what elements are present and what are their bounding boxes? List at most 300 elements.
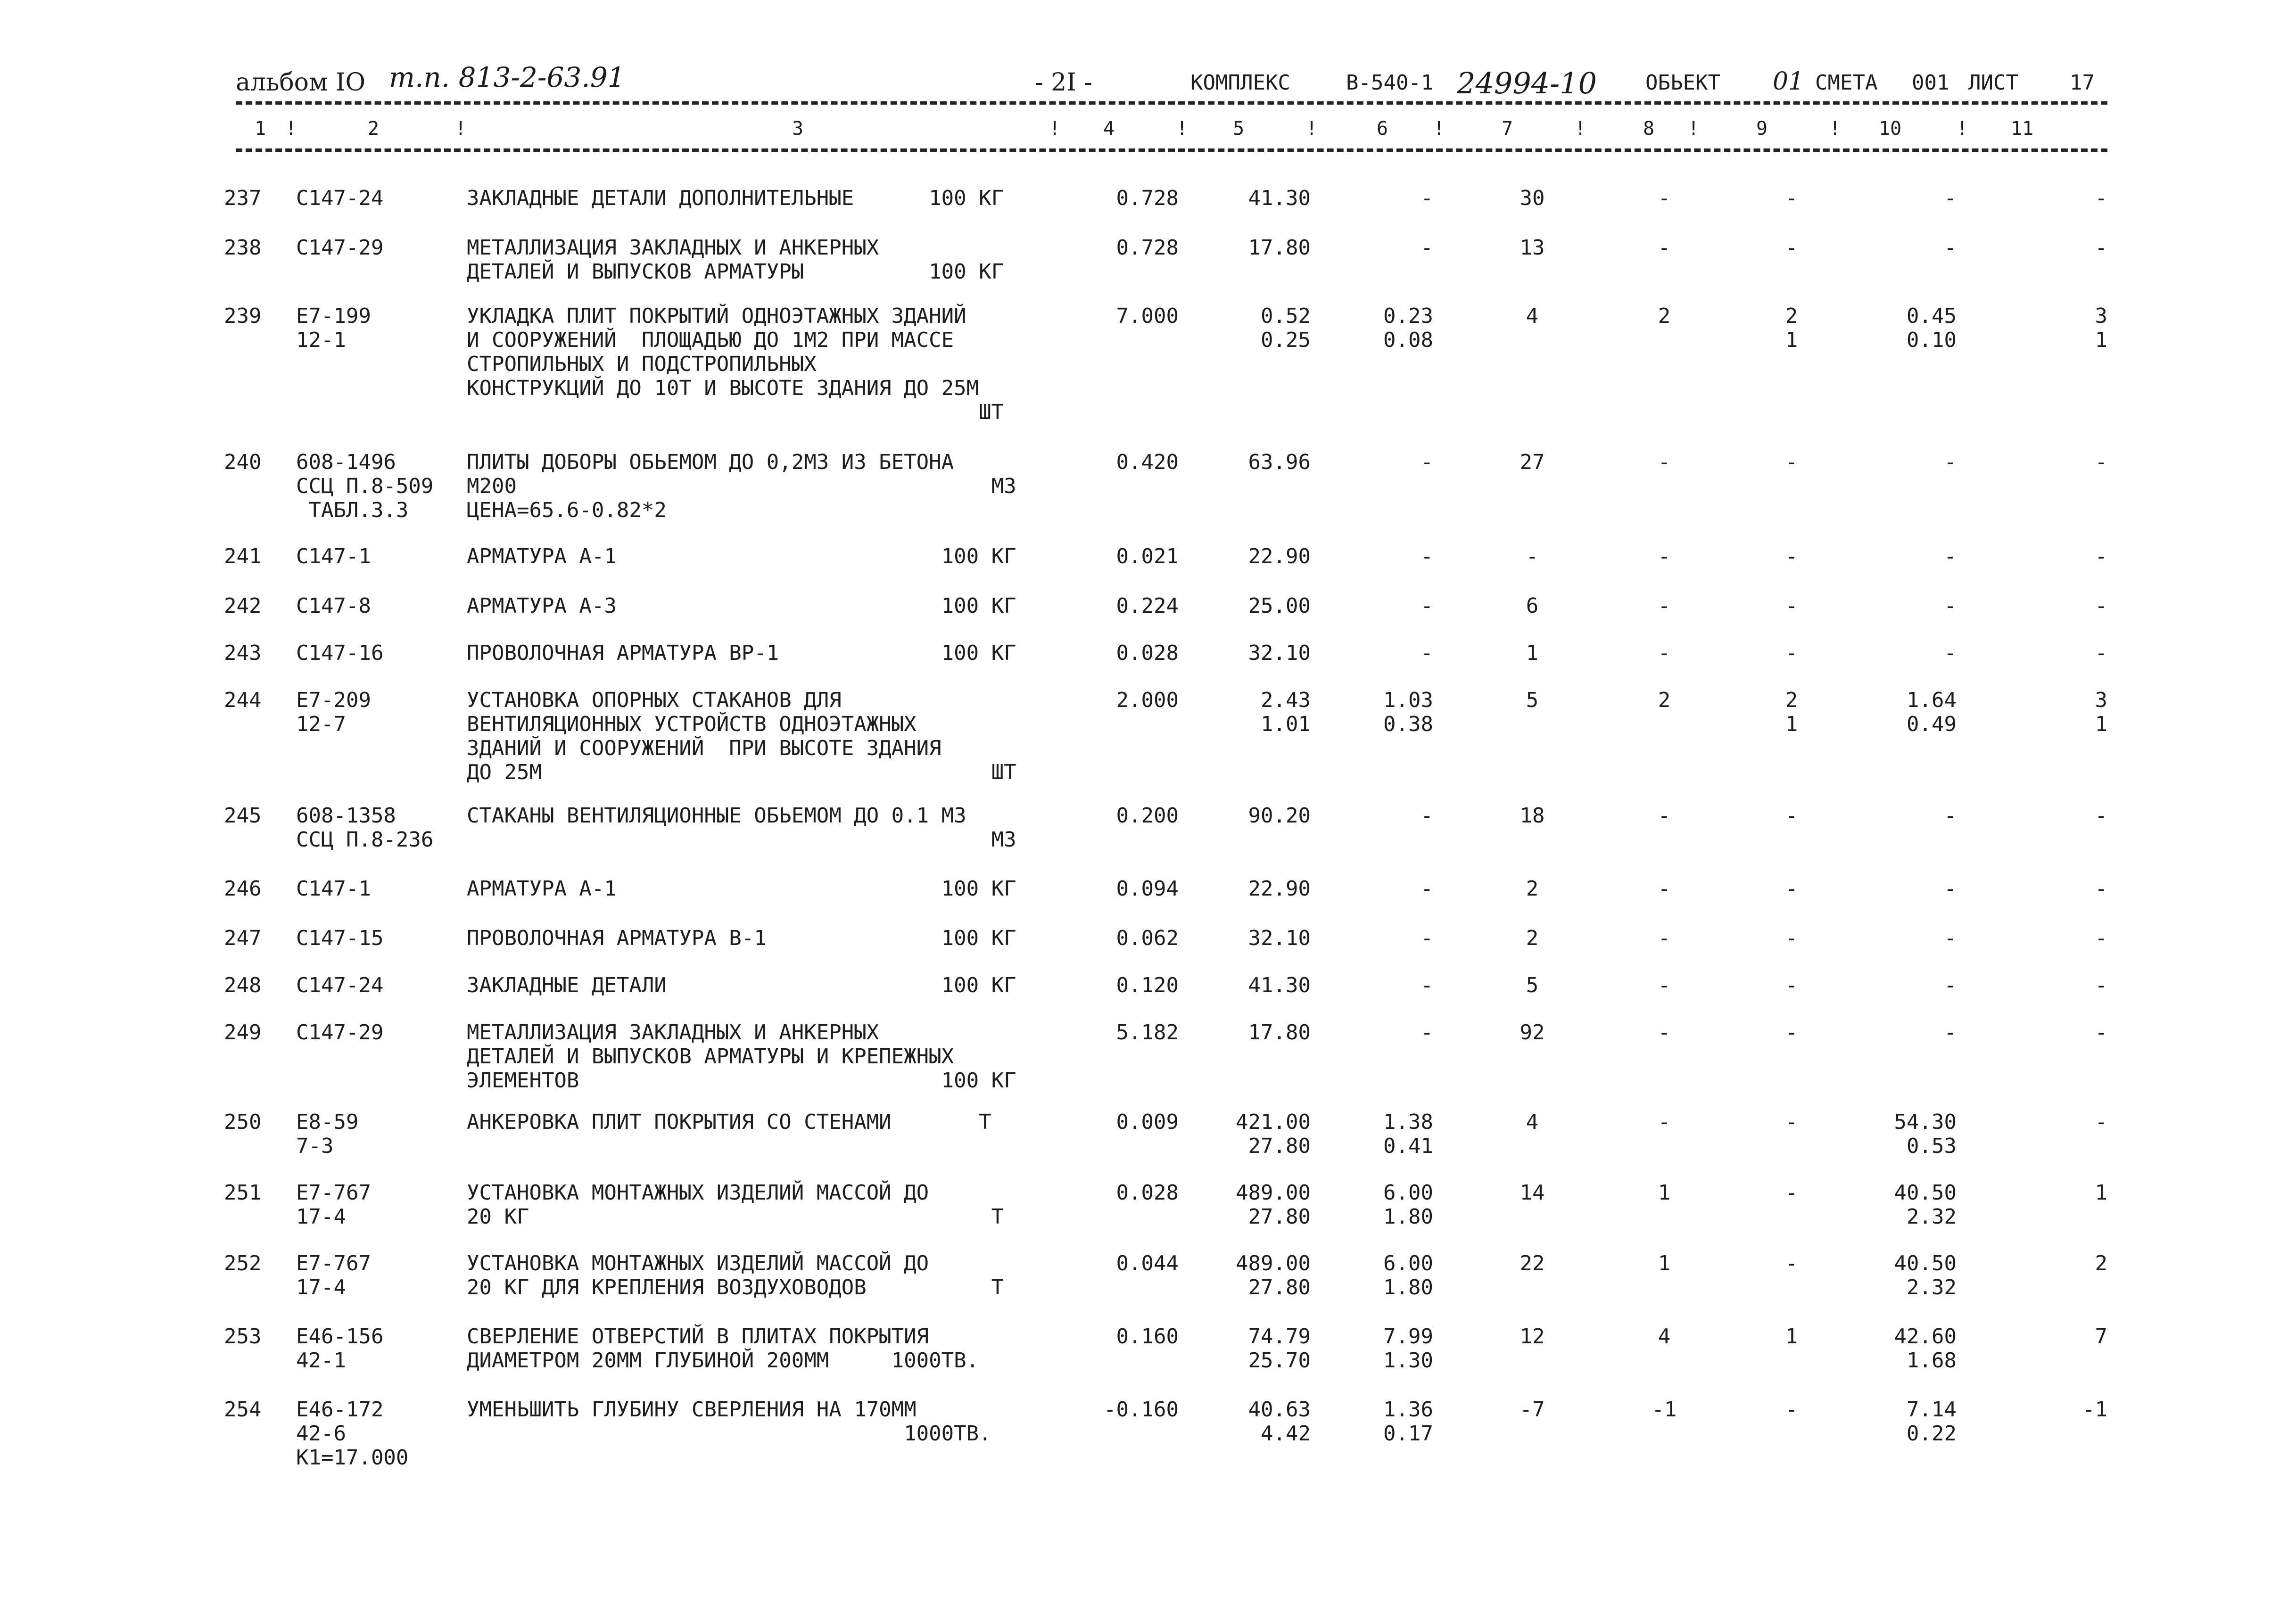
cell-line: - <box>1658 236 1671 260</box>
cell-code <box>296 544 371 568</box>
cell-line: АНКЕРОВКА ПЛИТ ПОКРЫТИЯ СО СТЕНАМИ Т <box>467 1110 991 1134</box>
cell-line: 0.028 <box>1116 641 1179 665</box>
cell-line: 242 <box>224 594 262 618</box>
cell-c11 <box>2056 304 2107 352</box>
cell-line: - <box>2095 926 2107 950</box>
cell-c6 <box>1334 1251 1433 1299</box>
cell-line: 0.009 <box>1116 1110 1179 1134</box>
cell-line: - <box>1785 1110 1798 1134</box>
page-number: - 2I - <box>1035 68 1092 97</box>
cell-line: МЕТАЛЛИЗАЦИЯ ЗАКЛАДНЫХ И АНКЕРНЫХ <box>467 236 879 260</box>
cell-line: - <box>1658 804 1671 828</box>
cell-line: 489.00 <box>1236 1181 1311 1205</box>
cell-line: - <box>1421 236 1433 260</box>
col-11: 11 <box>2011 118 2034 140</box>
cell-code <box>296 1110 358 1158</box>
cell-line: СВЕРЛЕНИЕ ОТВЕРСТИЙ В ПЛИТАХ ПОКРЫТИЯ <box>467 1324 929 1349</box>
cell-code <box>296 186 383 210</box>
cell-line: ВЕНТИЛЯЦИОННЫХ УСТРОЙСТВ ОДНОЭТАЖНЫХ <box>467 712 917 736</box>
cell-line: СТРОПИЛЬНЫХ И ПОДСТРОПИЛЬНЫХ <box>467 352 817 376</box>
cell-c7 <box>1490 804 1575 828</box>
cell-line: С147-16 <box>296 641 384 665</box>
cell-c11 <box>2056 1398 2107 1422</box>
cell-line: - <box>2095 450 2107 474</box>
smeta-number: 001 <box>1912 71 1949 95</box>
cell-c10 <box>1862 236 1957 260</box>
cell-line: 421.00 <box>1236 1110 1311 1134</box>
col-9: 9 <box>1756 118 1768 140</box>
cell-line: 13 <box>1520 236 1545 260</box>
smeta-label: СМЕТА <box>1815 71 1878 95</box>
cell-line: 1 <box>2095 328 2107 352</box>
cell-line: - <box>1526 544 1539 568</box>
cell-line: 22 <box>1520 1251 1545 1275</box>
cell-c10 <box>1862 926 1957 950</box>
cell-line: - <box>1944 594 1957 618</box>
cell-line: - <box>1658 186 1671 210</box>
cell-line: 74.79 <box>1248 1324 1311 1349</box>
cell-line: - <box>1785 926 1798 950</box>
cell-line: - <box>1944 450 1957 474</box>
cell-c8 <box>1636 1324 1693 1349</box>
cell-line: 7.99 <box>1383 1324 1433 1349</box>
cell-c9 <box>1763 544 1820 568</box>
list-label: ЛИСТ <box>1968 71 2018 95</box>
cell-desc <box>467 544 1051 568</box>
page-header <box>0 61 2296 106</box>
cell-line: ПЛИТЫ ДОБОРЫ ОБЬЕМОМ ДО 0,2М3 ИЗ БЕТОНА <box>467 450 954 474</box>
cell-line: 249 <box>224 1020 262 1044</box>
cell-line: - <box>1785 1181 1798 1205</box>
cell-num <box>224 1020 261 1044</box>
cell-c10 <box>1862 1020 1957 1044</box>
cell-c4 <box>1080 450 1179 474</box>
cell-line: 2 <box>2095 1251 2107 1275</box>
list-number: 17 <box>2070 71 2095 95</box>
cell-line: - <box>1658 1110 1671 1134</box>
cell-c9 <box>1763 926 1820 950</box>
cell-desc <box>467 926 1051 950</box>
cell-line: С147-29 <box>296 236 384 260</box>
cell-c9 <box>1763 1398 1820 1422</box>
col-sep: ! <box>1049 118 1061 140</box>
cell-line: 12 <box>1520 1324 1545 1349</box>
cell-line: АРМАТУРА А-3 100 КГ <box>467 594 1016 618</box>
cell-line: 17-4 <box>296 1275 346 1299</box>
cell-code <box>296 304 371 352</box>
cell-num <box>224 450 261 474</box>
complex-label: КОМПЛЕКС <box>1190 71 1290 95</box>
cell-c8 <box>1636 450 1693 474</box>
cell-line: 0.08 <box>1383 328 1433 352</box>
cell-line: 1.38 <box>1383 1110 1433 1134</box>
object-label: ОБЬЕКТ <box>1645 71 1720 95</box>
cell-line: 42-6 <box>296 1422 346 1446</box>
col-sep: ! <box>1176 118 1188 140</box>
cell-c4 <box>1080 1020 1179 1044</box>
cell-line: 1.36 <box>1383 1398 1433 1422</box>
cell-c9 <box>1763 688 1820 736</box>
cell-c8 <box>1636 544 1693 568</box>
cell-c9 <box>1763 236 1820 260</box>
cell-line: - <box>1944 926 1957 950</box>
cell-line: С147-8 <box>296 594 371 618</box>
cell-c4 <box>1080 1251 1179 1275</box>
cell-c6 <box>1334 1020 1433 1044</box>
cell-c9 <box>1763 804 1820 828</box>
cell-c11 <box>2056 1181 2107 1205</box>
cell-line: 2.32 <box>1907 1205 1957 1229</box>
cell-desc <box>467 641 1051 665</box>
cell-num <box>224 688 261 712</box>
cell-c4 <box>1080 877 1179 901</box>
cell-line: - <box>1421 973 1433 997</box>
cell-line: 0.49 <box>1907 712 1957 736</box>
cell-line: 1 <box>1526 641 1539 665</box>
cell-line: М200 М3 <box>467 474 1016 498</box>
cell-c5 <box>1202 544 1311 568</box>
cell-num <box>224 1398 261 1422</box>
cell-line: - <box>2095 641 2107 665</box>
cell-line: - <box>2095 1020 2107 1044</box>
cell-c8 <box>1636 688 1693 712</box>
cell-c4 <box>1080 804 1179 828</box>
complex-code: В-540-1 <box>1346 71 1434 95</box>
col-4: 4 <box>1103 118 1115 140</box>
cell-c7 <box>1490 926 1575 950</box>
cell-line: 1.80 <box>1383 1205 1433 1229</box>
cell-c5 <box>1202 926 1311 950</box>
cell-line: 253 <box>224 1324 262 1349</box>
cell-line: 238 <box>224 236 262 260</box>
cell-line: - <box>2095 236 2107 260</box>
cell-line: 1 <box>1785 1324 1798 1349</box>
col-sep: ! <box>285 118 297 140</box>
cell-line: - <box>1785 544 1798 568</box>
cell-line: 1 <box>2095 712 2107 736</box>
cell-c10 <box>1862 450 1957 474</box>
cell-line: 1 <box>1658 1181 1671 1205</box>
cell-c10 <box>1862 544 1957 568</box>
cell-line: - <box>1421 641 1433 665</box>
cell-line: - <box>1658 450 1671 474</box>
cell-c8 <box>1636 1110 1693 1134</box>
cell-c7 <box>1490 877 1575 901</box>
cell-line: 32.10 <box>1248 926 1311 950</box>
cell-line: ПРОВОЛОЧНАЯ АРМАТУРА ВР-1 100 КГ <box>467 641 1016 665</box>
cell-code <box>296 1324 383 1373</box>
cell-c4 <box>1080 304 1179 328</box>
cell-c11 <box>2056 804 2107 828</box>
cell-code <box>296 450 433 522</box>
cell-c9 <box>1763 1110 1820 1134</box>
col-6: 6 <box>1377 118 1388 140</box>
cell-line: 248 <box>224 973 262 997</box>
cell-line: С147-15 <box>296 926 384 950</box>
cell-num <box>224 1181 261 1205</box>
cell-line: 2 <box>1658 688 1671 712</box>
cell-line: 0.10 <box>1907 328 1957 352</box>
cell-c5 <box>1202 877 1311 901</box>
cell-code <box>296 641 383 665</box>
cell-line: - <box>1944 236 1957 260</box>
cell-line: - <box>1421 926 1433 950</box>
cell-line: 0.41 <box>1383 1134 1433 1158</box>
cell-line: ЗДАНИЙ И СООРУЖЕНИЙ ПРИ ВЫСОТЕ ЗДАНИЯ <box>467 736 942 760</box>
cell-line: Е46-156 <box>296 1324 384 1349</box>
cell-line: 7.14 <box>1907 1398 1957 1422</box>
cell-c4 <box>1080 1181 1179 1205</box>
cell-c5 <box>1202 973 1311 997</box>
cell-code <box>296 804 433 852</box>
cell-line: - <box>1421 186 1433 210</box>
cell-line: 6 <box>1526 594 1539 618</box>
cell-line: 0.224 <box>1116 594 1179 618</box>
cell-c4 <box>1080 544 1179 568</box>
cell-line: 0.200 <box>1116 804 1179 828</box>
cell-line: 5 <box>1526 688 1539 712</box>
cell-line: Е7-767 <box>296 1181 371 1205</box>
cell-desc <box>467 804 1051 852</box>
cell-line: 2 <box>1785 688 1798 712</box>
cell-line: 1.68 <box>1907 1349 1957 1373</box>
cell-line: - <box>1421 544 1433 568</box>
cell-c7 <box>1490 544 1575 568</box>
cell-c8 <box>1636 1398 1693 1422</box>
cell-c6 <box>1334 186 1433 210</box>
cell-line: - <box>1658 926 1671 950</box>
cell-line: 0.728 <box>1116 236 1179 260</box>
cell-line: 608-1358 <box>296 804 396 828</box>
cell-c5 <box>1202 594 1311 618</box>
cell-line: УКЛАДКА ПЛИТ ПОКРЫТИЙ ОДНОЭТАЖНЫХ ЗДАНИЙ <box>467 304 966 328</box>
cell-c6 <box>1334 973 1433 997</box>
cell-line: - <box>1944 544 1957 568</box>
cell-c9 <box>1763 304 1820 352</box>
cell-line: С147-1 <box>296 877 371 901</box>
cell-line: 3 <box>2095 688 2107 712</box>
cell-c6 <box>1334 877 1433 901</box>
cell-c8 <box>1636 973 1693 997</box>
cell-line: 489.00 <box>1236 1251 1311 1275</box>
cell-line: 4 <box>1526 1110 1539 1134</box>
cell-line: 244 <box>224 688 262 712</box>
cell-line: 0.38 <box>1383 712 1433 736</box>
cell-desc <box>467 186 1051 210</box>
cell-code <box>296 877 371 901</box>
cell-c6 <box>1334 1181 1433 1229</box>
cell-c5 <box>1202 1181 1311 1229</box>
col-8: 8 <box>1643 118 1655 140</box>
cell-line: АРМАТУРА А-1 100 КГ <box>467 544 1016 568</box>
cell-line: - <box>1658 973 1671 997</box>
cell-line: 251 <box>224 1181 262 1205</box>
cell-code <box>296 926 383 950</box>
cell-line: - <box>2095 804 2107 828</box>
cell-line: 25.00 <box>1248 594 1311 618</box>
cell-c7 <box>1490 1181 1575 1205</box>
cell-num <box>224 1251 261 1275</box>
cell-c5 <box>1202 450 1311 474</box>
cell-c6 <box>1334 544 1433 568</box>
cell-line: 4 <box>1526 304 1539 328</box>
header-rule-top <box>236 101 2107 105</box>
cell-line: - <box>2095 1110 2107 1134</box>
cell-c8 <box>1636 304 1693 328</box>
cell-code <box>296 236 383 260</box>
cell-line: 2.32 <box>1907 1275 1957 1299</box>
cell-line: 2.000 <box>1116 688 1179 712</box>
cell-line: 41.30 <box>1248 186 1311 210</box>
cell-line: - <box>1785 186 1798 210</box>
cell-line: - <box>1658 1020 1671 1044</box>
cell-line: 0.53 <box>1907 1134 1957 1158</box>
cell-c5 <box>1202 641 1311 665</box>
cell-line: 247 <box>224 926 262 950</box>
cell-line: ЗАКЛАДНЫЕ ДЕТАЛИ ДОПОЛНИТЕЛЬНЫЕ 100 КГ <box>467 186 1004 210</box>
cell-c9 <box>1763 1181 1820 1205</box>
cell-desc <box>467 1110 1051 1134</box>
cell-line: Е7-767 <box>296 1251 371 1275</box>
cell-line: 54.30 <box>1894 1110 1957 1134</box>
cell-c9 <box>1763 1020 1820 1044</box>
cell-line: ЦЕНА=65.6-0.82*2 <box>467 498 667 522</box>
cell-c8 <box>1636 236 1693 260</box>
col-sep: ! <box>1688 118 1700 140</box>
cell-c6 <box>1334 688 1433 736</box>
cell-line: 5 <box>1526 973 1539 997</box>
cell-line: 90.20 <box>1248 804 1311 828</box>
cell-line: 245 <box>224 804 262 828</box>
cell-line: 92 <box>1520 1020 1545 1044</box>
cell-c11 <box>2056 688 2107 736</box>
cell-line: 1.01 <box>1261 712 1311 736</box>
cell-desc <box>467 877 1051 901</box>
cell-line: - <box>1785 973 1798 997</box>
cell-line: 0.728 <box>1116 186 1179 210</box>
col-2: 2 <box>368 118 380 140</box>
cell-c5 <box>1202 186 1311 210</box>
cell-c8 <box>1636 926 1693 950</box>
cell-line: - <box>1658 641 1671 665</box>
cell-desc <box>467 594 1051 618</box>
cell-line: 3 <box>2095 304 2107 328</box>
cell-line: 240 <box>224 450 262 474</box>
cell-line: 0.23 <box>1383 304 1433 328</box>
cell-c6 <box>1334 1398 1433 1446</box>
cell-line: 241 <box>224 544 262 568</box>
cell-c6 <box>1334 804 1433 828</box>
cell-c7 <box>1490 973 1575 997</box>
cell-c8 <box>1636 1181 1693 1205</box>
cell-line: 0.021 <box>1116 544 1179 568</box>
cell-num <box>224 594 261 618</box>
cell-desc <box>467 973 1051 997</box>
cell-c6 <box>1334 1324 1433 1373</box>
cell-line: КОНСТРУКЦИЙ ДО 10Т И ВЫСОТЕ ЗДАНИЯ ДО 25М <box>467 376 979 400</box>
cell-c8 <box>1636 1020 1693 1044</box>
cell-line: УМЕНЬШИТЬ ГЛУБИНУ СВЕРЛЕНИЯ НА 170ММ <box>467 1398 917 1422</box>
cell-c11 <box>2056 973 2107 997</box>
cell-line: 32.10 <box>1248 641 1311 665</box>
cell-c5 <box>1202 804 1311 828</box>
cell-c7 <box>1490 450 1575 474</box>
cell-c7 <box>1490 1020 1575 1044</box>
cell-c11 <box>2056 926 2107 950</box>
cell-desc <box>467 1324 1051 1373</box>
cell-line: 40.50 <box>1894 1251 1957 1275</box>
cell-c7 <box>1490 688 1575 712</box>
cell-c8 <box>1636 186 1693 210</box>
cell-line: - <box>1785 641 1798 665</box>
cell-line: 1 <box>2095 1181 2107 1205</box>
cell-line: 0.45 <box>1907 304 1957 328</box>
cell-c7 <box>1490 1324 1575 1349</box>
cell-line: 0.094 <box>1116 877 1179 901</box>
cell-c5 <box>1202 1020 1311 1044</box>
cell-line: 42.60 <box>1894 1324 1957 1349</box>
cell-code <box>296 1020 383 1044</box>
column-header-row <box>0 118 2296 141</box>
col-3: 3 <box>792 118 804 140</box>
cell-line: - <box>1785 450 1798 474</box>
cell-c10 <box>1862 641 1957 665</box>
cell-line: 2 <box>1658 304 1671 328</box>
cell-c5 <box>1202 688 1311 736</box>
cell-line: С147-24 <box>296 186 384 210</box>
cell-line: 63.96 <box>1248 450 1311 474</box>
cell-c10 <box>1862 688 1957 736</box>
cell-line: 1.80 <box>1383 1275 1433 1299</box>
cell-line: - <box>1658 877 1671 901</box>
col-sep: ! <box>1306 118 1318 140</box>
cell-line: - <box>1421 804 1433 828</box>
cell-c6 <box>1334 1110 1433 1158</box>
cell-c6 <box>1334 304 1433 352</box>
header-rule-bottom <box>236 148 2107 152</box>
cell-line: 41.30 <box>1248 973 1311 997</box>
cell-num <box>224 926 261 950</box>
cell-c9 <box>1763 186 1820 210</box>
cell-c11 <box>2056 236 2107 260</box>
cell-c8 <box>1636 877 1693 901</box>
cell-c5 <box>1202 1110 1311 1158</box>
cell-c9 <box>1763 641 1820 665</box>
cell-c6 <box>1334 594 1433 618</box>
cell-line: УСТАНОВКА ОПОРНЫХ СТАКАНОВ ДЛЯ <box>467 688 842 712</box>
col-sep: ! <box>1433 118 1445 140</box>
cell-line: ЗАКЛАДНЫЕ ДЕТАЛИ 100 КГ <box>467 973 1016 997</box>
cell-num <box>224 973 261 997</box>
cell-line: -1 <box>1652 1398 1677 1422</box>
cell-line: М3 <box>467 828 1016 852</box>
cell-line: ДЕТАЛЕЙ И ВЫПУСКОВ АРМАТУРЫ И КРЕПЕЖНЫХ <box>467 1044 954 1069</box>
col-sep: ! <box>1829 118 1841 140</box>
cell-c9 <box>1763 1251 1820 1275</box>
cell-c4 <box>1080 641 1179 665</box>
cell-c9 <box>1763 450 1820 474</box>
cell-c9 <box>1763 877 1820 901</box>
cell-line: 40.63 <box>1248 1398 1311 1422</box>
cell-c8 <box>1636 641 1693 665</box>
complex-handwritten: 24994-10 <box>1457 66 1597 100</box>
cell-line: 7 <box>2095 1324 2107 1349</box>
cell-line: ССЦ П.8-509 <box>296 474 434 498</box>
cell-num <box>224 1324 261 1349</box>
cell-c5 <box>1202 304 1311 352</box>
cell-line: - <box>1421 450 1433 474</box>
cell-line: 237 <box>224 186 262 210</box>
